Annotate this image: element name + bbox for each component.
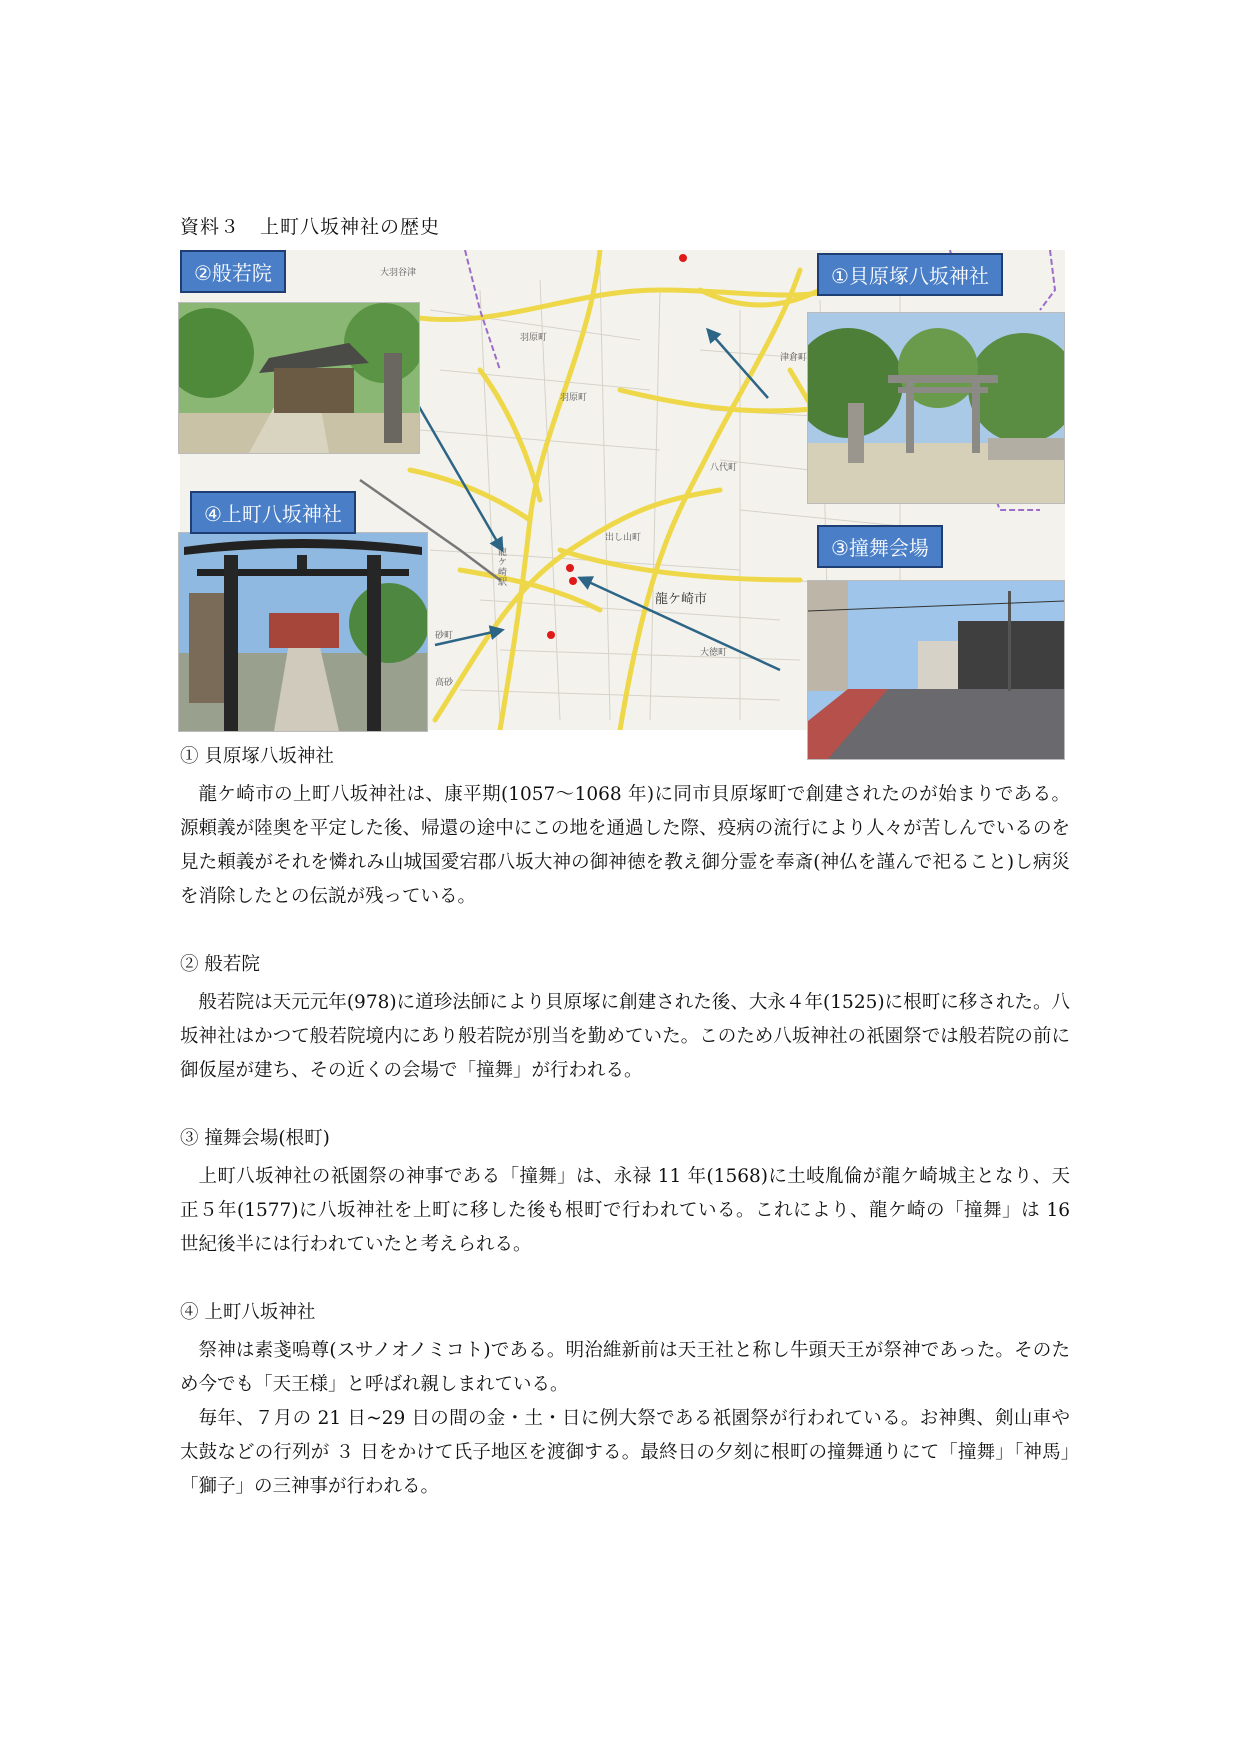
label-kaiharazuka-yasaka: ①貝原塚八坂神社 [817, 253, 1003, 296]
photo-tsukumai-venue [807, 580, 1065, 760]
photo-kaiharazuka-yasaka [807, 312, 1065, 504]
label-tsukumai-venue: ③撞舞会場 [817, 525, 943, 568]
map-place-label: 龍ケ崎駅 [498, 548, 508, 588]
map-place-label: 羽原町 [520, 333, 548, 343]
section-tsukumai [180, 1122, 1070, 1262]
photo-kamicho-yasaka [178, 532, 428, 732]
map-place-label: 八代町 [710, 463, 738, 473]
page-heading: 資料３ 上町八坂神社の歴史 [180, 216, 441, 238]
map-place-label: 津倉町 [780, 353, 808, 363]
section-paragraph: 祭神は素戔嗚尊(スサノオノミコト)である。明治維新前は天王社と称し牛頭天王が祭神であった。そのため今でも「天王様」と呼ばれ親しまれている。 [180, 1340, 1070, 1395]
section-title: ④ 上町八坂神社 [180, 1302, 316, 1323]
label-hannyain: ②般若院 [180, 250, 286, 293]
map-place-label: 羽原町 [560, 393, 588, 403]
map-place-label: 出し山町 [605, 533, 642, 543]
section-kamicho [180, 1296, 1070, 1504]
photo-hannyain [178, 302, 420, 454]
document-body [180, 740, 1070, 1504]
map-place-label: 砂町 [435, 631, 454, 641]
section-title: ② 般若院 [180, 954, 260, 975]
section-title: ① 貝原塚八坂神社 [180, 746, 334, 767]
section-hannyain [180, 948, 1070, 1088]
section-kaiharazuka [180, 740, 1070, 914]
section-paragraph: 龍ケ崎市の上町八坂神社は、康平期(1057～1068 年)に同市貝原塚町で創建されたのが始まりである。源頼義が陸奥を平定した後、帰還の途中にこの地を通過した際、疫病の流行により人々が苦しんでいるのを見た頼義がそれを憐れみ山城国愛宕郡八坂大神の御神徳を教え御分霊を奉斎(神仏を謹んで祀ること)し病災を消除したとの伝説が残っている。 [180, 784, 1070, 907]
section-paragraph: 般若院は天元元年(978)に道珍法師により貝原塚に創建された後、大永４年(1525)に根町に移された。八坂神社はかつて般若院境内にあり般若院が別当を勤めていた。このため八坂神社の祇園祭では般若院の前に御仮屋が建ち、その近くの会場で「撞舞」が行われる。 [180, 992, 1070, 1081]
map-place-label: 大羽谷津 [380, 268, 417, 278]
section-paragraph: 上町八坂神社の祇園祭の神事である「撞舞」は、永禄 11 年(1568)に土岐胤倫が龍ケ崎城主となり、天正５年(1577)に八坂神社を上町に移した後も根町で行われている。これにより、龍ケ崎の「撞舞」は 16 世紀後半には行われていたと考えられる。 [180, 1166, 1070, 1255]
map-figure [180, 250, 1065, 755]
map-place-label: 大徳町 [700, 648, 728, 658]
section-paragraph: 毎年、７月の 21 日~29 日の間の金・土・日に例大祭である祇園祭が行われている。お神輿、剣山車や太鼓などの行列が ３ 日をかけて氏子地区を渡御する。最終日の夕刻に根町の撞舞通りにて「撞舞」「神馬」「獅子」の三神事が行われる。 [180, 1408, 1071, 1497]
label-kamicho-yasaka: ④上町八坂神社 [190, 491, 356, 534]
city-label: 龍ケ崎市 [655, 592, 708, 607]
section-title: ③ 撞舞会場(根町) [180, 1128, 330, 1149]
map-place-label: 高砂 [435, 678, 454, 688]
